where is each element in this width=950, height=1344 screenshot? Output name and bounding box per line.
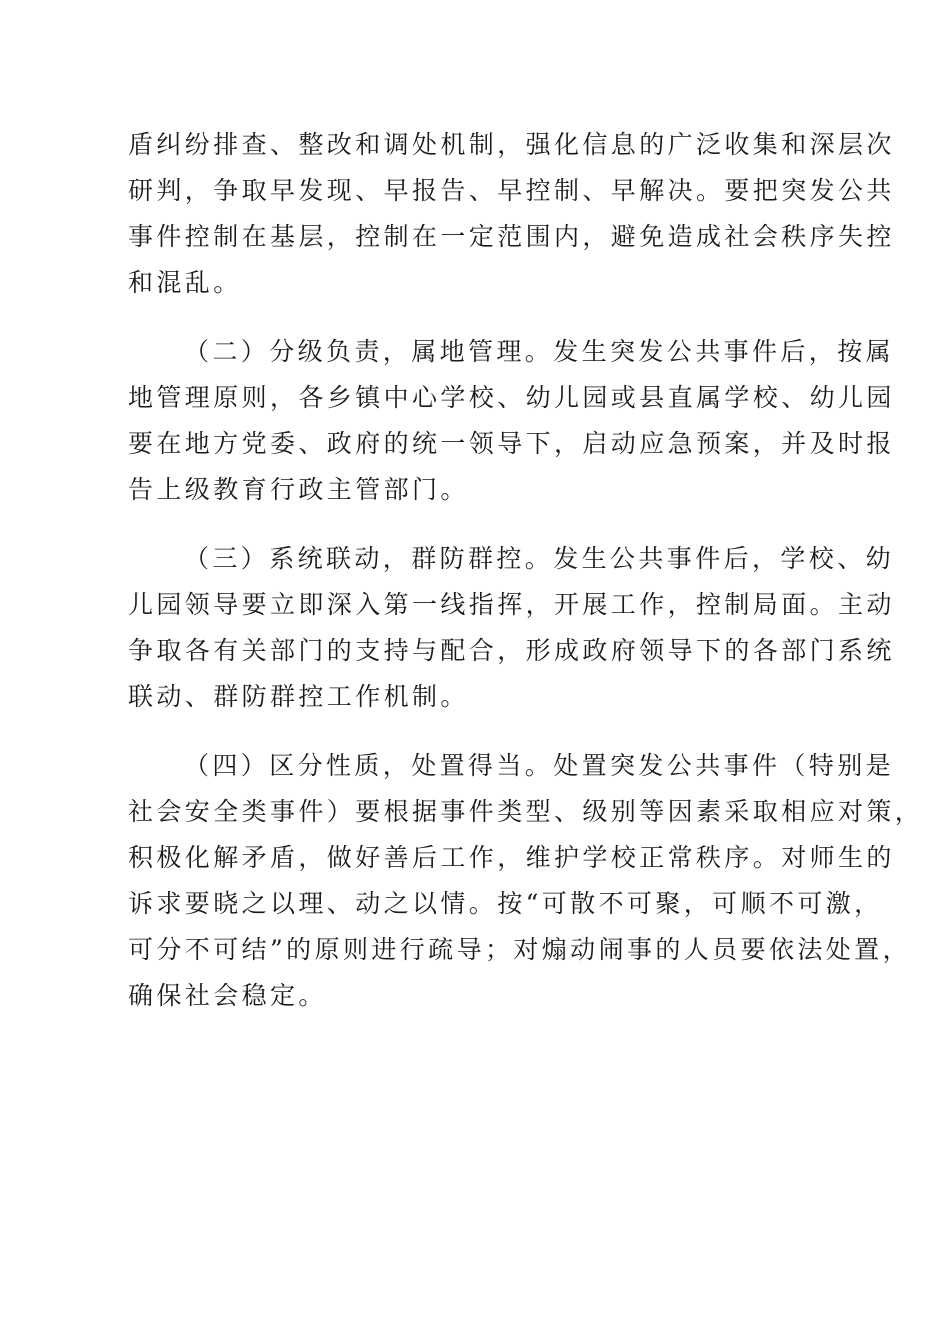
text-line: 争取各有关部门的支持与配合，形成政府领导下的各部门系统 [128, 636, 895, 665]
text-line: 事件控制在基层，控制在一定范围内，避免造成社会秩序失控 [128, 222, 895, 251]
text-line: 告上级教育行政主管部门。 [128, 475, 469, 504]
text-line: 和混乱。 [128, 268, 242, 297]
text-line: 诉求要晓之以理、动之以情。按“可散不可聚，可顺不可激， [128, 889, 883, 918]
text-line: （四）区分性质，处置得当。处置突发公共事件（特别是 [184, 751, 895, 780]
text-line: 盾纠纷排查、整改和调处机制，强化信息的广泛收集和深层次 [128, 130, 895, 159]
text-line: 研判，争取早发现、早报告、早控制、早解决。要把突发公共 [128, 176, 895, 205]
text-line: 联动、群防群控工作机制。 [128, 682, 469, 711]
text-line: 儿园领导要立即深入第一线指挥，开展工作，控制局面。主动 [128, 590, 895, 619]
paragraph-1 [128, 122, 895, 306]
paragraph-3 [128, 536, 895, 720]
text-line: （三）系统联动，群防群控。发生公共事件后，学校、幼 [184, 544, 895, 573]
text-line: （二）分级负责，属地管理。发生突发公共事件后，按属 [184, 337, 895, 366]
paragraph-2 [128, 329, 895, 513]
document-body [128, 122, 924, 1042]
text-line: 积极化解矛盾，做好善后工作，维护学校正常秩序。对师生的 [128, 843, 895, 872]
text-line: 确保社会稳定。 [128, 981, 327, 1010]
text-line: 可分不可结”的原则进行疏导；对煽动闹事的人员要依法处置， [128, 935, 911, 964]
paragraph-4 [128, 743, 924, 1019]
text-line: 社会安全类事件）要根据事件类型、级别等因素采取相应对策， [128, 797, 924, 826]
text-line: 要在地方党委、政府的统一领导下，启动应急预案，并及时报 [128, 429, 895, 458]
text-line: 地管理原则，各乡镇中心学校、幼儿园或县直属学校、幼儿园 [128, 383, 895, 412]
